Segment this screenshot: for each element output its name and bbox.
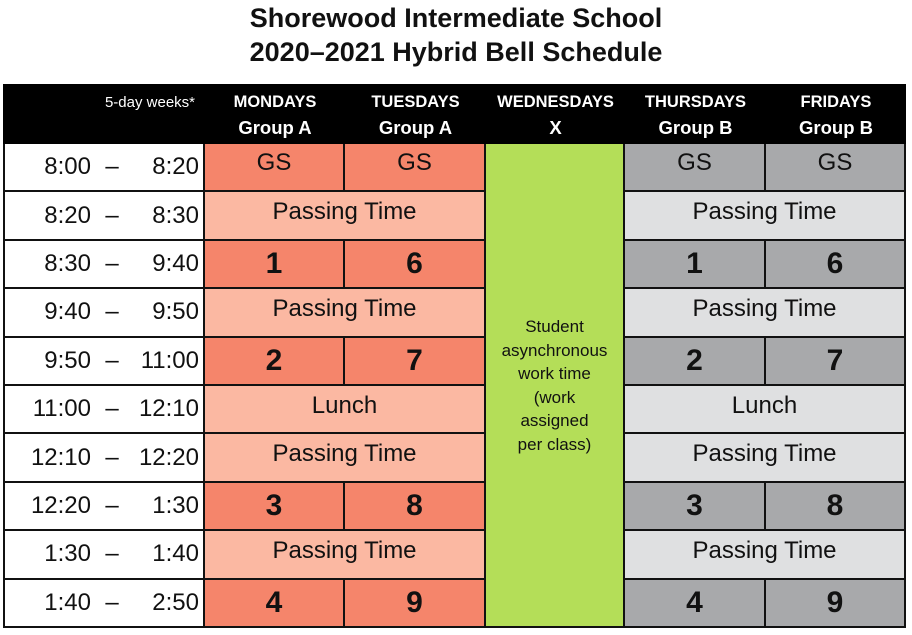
- time-dash: –: [105, 443, 119, 471]
- time-slot: [3, 289, 205, 337]
- monday-period: 1: [205, 241, 345, 289]
- time-slot: [3, 192, 205, 240]
- schedule-title: 2020–2021 Hybrid Bell Schedule: [249, 37, 663, 67]
- friday-period: 7: [766, 338, 906, 386]
- tuesday-period: 9: [345, 580, 486, 628]
- time-dash: –: [105, 298, 119, 326]
- group-a-passing-time: Passing Time: [205, 531, 486, 579]
- header-group: Group B: [658, 117, 733, 138]
- tuesday-period: 7: [345, 338, 486, 386]
- time-start: 1:40: [44, 588, 91, 616]
- wednesday-async-cell: Student asynchronous work time (work assigned per class): [486, 144, 625, 628]
- time-slot: [3, 580, 205, 628]
- time-start: 11:00: [32, 395, 91, 423]
- time-slot: [3, 338, 205, 386]
- group-a-passing-time: Passing Time: [205, 434, 486, 482]
- time-start: 12:20: [30, 491, 91, 519]
- thursday-period: 4: [625, 580, 766, 628]
- friday-period: 9: [766, 580, 906, 628]
- thursday-period: 3: [625, 483, 766, 531]
- group-b-passing-time: Passing Time: [625, 531, 906, 579]
- time-end: 12:20: [138, 443, 199, 471]
- time-slot: [3, 531, 205, 579]
- school-name-title: Shorewood Intermediate School: [249, 3, 663, 33]
- time-end: 9:40: [152, 249, 199, 277]
- header-day: MONDAYS: [233, 93, 317, 111]
- weeks-note: 5-day weeks*: [3, 84, 205, 144]
- group-a-passing-time: Passing Time: [205, 192, 486, 240]
- tuesday-period: 6: [345, 241, 486, 289]
- time-end: 9:50: [152, 298, 199, 326]
- group-a-lunch: Lunch: [205, 386, 486, 434]
- bell-schedule-table: [3, 84, 906, 628]
- group-b-lunch: Lunch: [625, 386, 906, 434]
- time-dash: –: [105, 540, 119, 568]
- time-start: 9:40: [44, 298, 91, 326]
- group-b-passing-time: Passing Time: [625, 289, 906, 337]
- monday-period: 3: [205, 483, 345, 531]
- time-end: 1:40: [152, 540, 199, 568]
- time-slot: [3, 386, 205, 434]
- thursday-period: 2: [625, 338, 766, 386]
- time-end: 8:20: [152, 153, 199, 181]
- time-end: 11:00: [140, 346, 199, 374]
- header-day: THURSDAYS: [644, 93, 747, 111]
- header-day: WEDNESDAYS: [497, 93, 614, 111]
- header-group: Group A: [378, 117, 453, 138]
- time-slot: [3, 434, 205, 482]
- header-fridays: [766, 84, 906, 144]
- header-group: Group A: [238, 117, 312, 138]
- time-start: 9:50: [44, 346, 91, 374]
- time-dash: –: [105, 153, 119, 181]
- time-slot: [3, 483, 205, 531]
- friday-period: 8: [766, 483, 906, 531]
- time-end: 1:30: [152, 491, 199, 519]
- thursday-period: 1: [625, 241, 766, 289]
- monday-period: 4: [205, 580, 345, 628]
- time-end: 2:50: [152, 588, 199, 616]
- monday-period: 2: [205, 338, 345, 386]
- time-dash: –: [105, 346, 119, 374]
- time-start: 8:20: [44, 201, 91, 229]
- tuesday-period: GS: [345, 144, 486, 192]
- time-dash: –: [105, 395, 119, 423]
- group-b-passing-time: Passing Time: [625, 192, 906, 240]
- time-start: 8:30: [44, 249, 91, 277]
- header-group: Group B: [799, 117, 873, 138]
- header-mondays: [205, 84, 345, 144]
- thursday-period: GS: [625, 144, 766, 192]
- time-slot: [3, 241, 205, 289]
- time-dash: –: [105, 249, 119, 277]
- header-day: FRIDAYS: [800, 93, 872, 111]
- header-tuesdays: [345, 84, 486, 144]
- time-start: 8:00: [44, 153, 91, 181]
- friday-period: GS: [766, 144, 906, 192]
- header-thursdays: [625, 84, 766, 144]
- tuesday-period: 8: [345, 483, 486, 531]
- header-group: X: [549, 117, 562, 138]
- time-start: 12:10: [30, 443, 91, 471]
- time-end: 8:30: [152, 201, 199, 229]
- monday-period: GS: [205, 144, 345, 192]
- time-dash: –: [105, 201, 119, 229]
- header-wednesdays: [486, 84, 625, 144]
- time-end: 12:10: [138, 395, 199, 423]
- friday-period: 6: [766, 241, 906, 289]
- time-dash: –: [105, 491, 119, 519]
- group-a-passing-time: Passing Time: [205, 289, 486, 337]
- time-start: 1:30: [44, 540, 91, 568]
- time-slot: [3, 144, 205, 192]
- group-b-passing-time: Passing Time: [625, 434, 906, 482]
- header-day: TUESDAYS: [371, 93, 460, 111]
- time-dash: –: [105, 588, 119, 616]
